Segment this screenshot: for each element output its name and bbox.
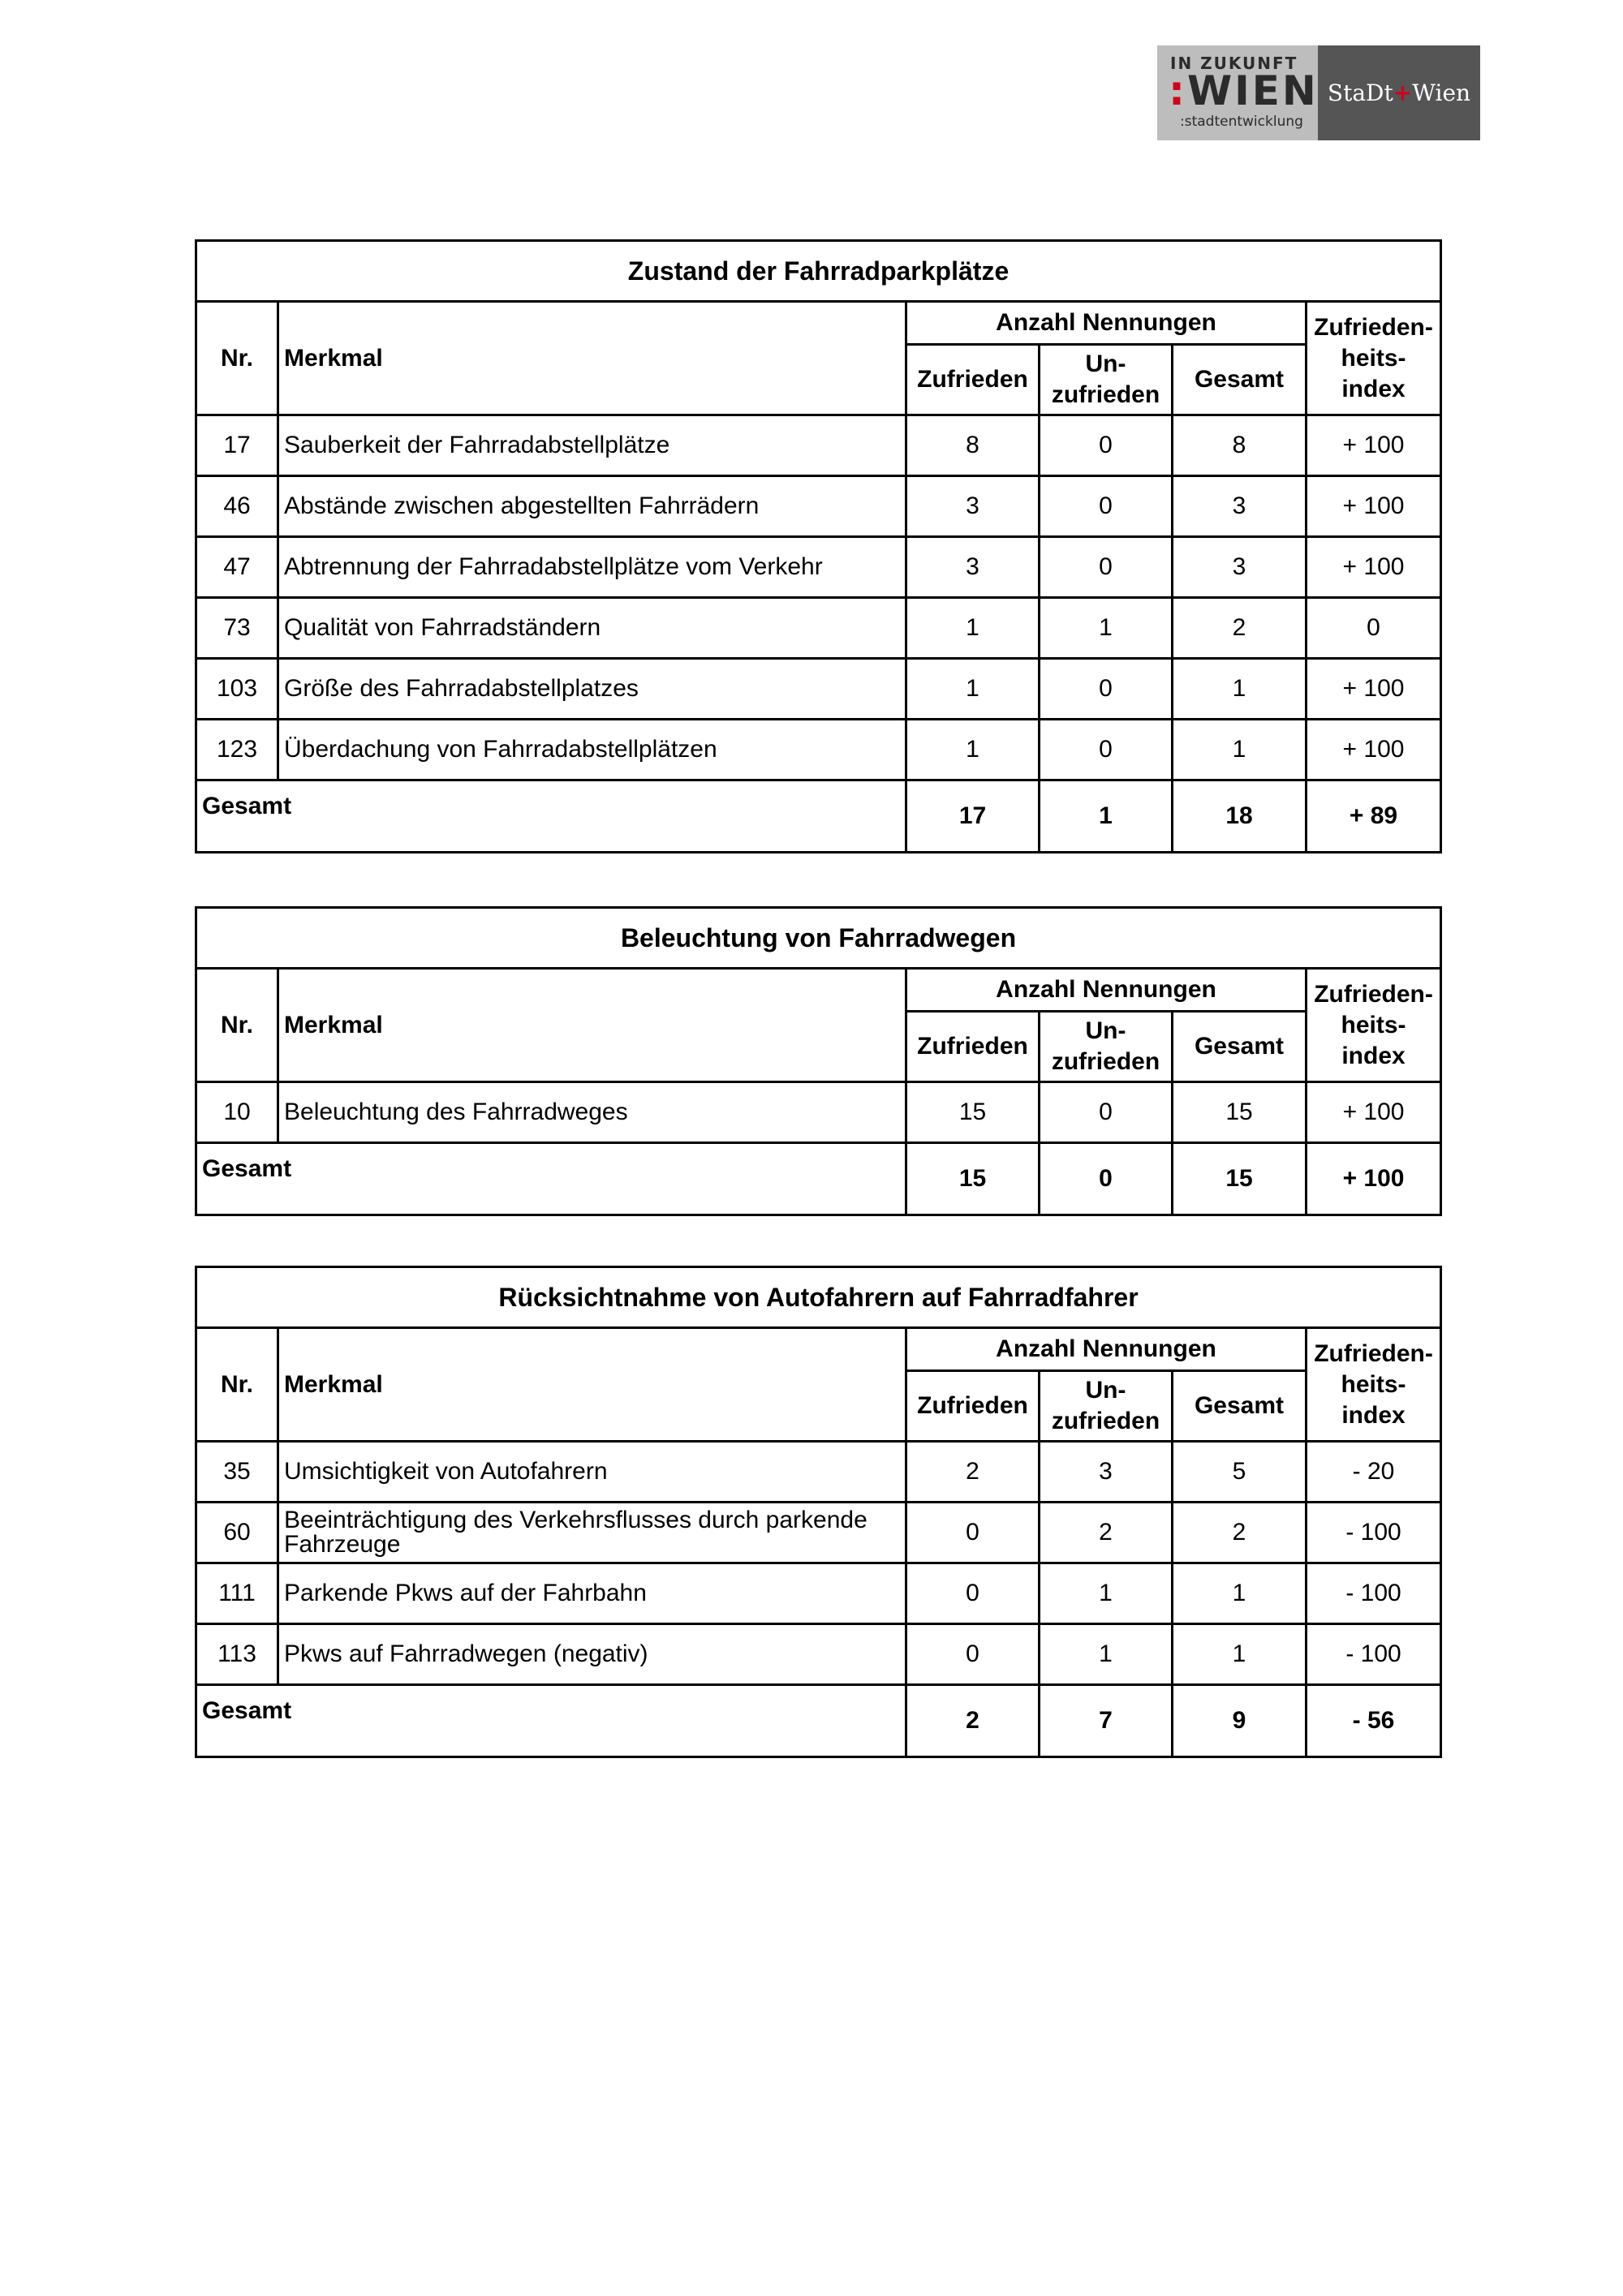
cell-merkmal: Überdachung von Fahrradabstellplätzen: [278, 720, 906, 780]
cell-gesamt: 1: [1173, 1563, 1307, 1624]
cell-zufrieden: 3: [906, 476, 1040, 537]
cell-merkmal: Pkws auf Fahrradwegen (negativ): [278, 1624, 906, 1685]
table-row: [196, 1624, 1441, 1685]
cell-nr: 47: [196, 537, 278, 598]
table-beleuchtung: [195, 906, 1442, 1216]
header-zufrieden: Zufrieden: [906, 345, 1040, 415]
table-row: [196, 1442, 1441, 1503]
cell-nr: 46: [196, 476, 278, 537]
cell-gesamt: 3: [1173, 537, 1307, 598]
header-nr: Nr.: [196, 1328, 278, 1442]
cell-zufrieden: 3: [906, 537, 1040, 598]
table-row: [196, 1503, 1441, 1563]
cell-unzufrieden: 0: [1040, 415, 1173, 476]
logo-city-text: StaDt+Wien: [1327, 80, 1471, 106]
total-row: [196, 1143, 1441, 1215]
cell-index: + 100: [1307, 1082, 1441, 1143]
cell-gesamt: 15: [1173, 1082, 1307, 1143]
table-title: Rücksichtnahme von Autofahrern auf Fahrradfahrer: [196, 1267, 1441, 1328]
header-zufriedenheitsindex: Zufrieden- heits- index: [1307, 969, 1441, 1082]
cell-nr: 60: [196, 1503, 278, 1563]
total-unzufrieden: 7: [1040, 1685, 1173, 1757]
total-index: + 89: [1307, 780, 1441, 853]
cell-gesamt: 1: [1173, 659, 1307, 720]
cell-gesamt: 1: [1173, 1624, 1307, 1685]
cell-merkmal: Beleuchtung des Fahrradweges: [278, 1082, 906, 1143]
header-merkmal: Merkmal: [278, 1328, 906, 1442]
total-unzufrieden: 0: [1040, 1143, 1173, 1215]
total-unzufrieden: 1: [1040, 780, 1173, 853]
cell-unzufrieden: 0: [1040, 720, 1173, 780]
cell-gesamt: 5: [1173, 1442, 1307, 1503]
cell-zufrieden: 1: [906, 598, 1040, 659]
header-nr: Nr.: [196, 969, 278, 1082]
header-unzufrieden: Un- zufrieden: [1040, 1371, 1173, 1442]
cell-unzufrieden: 0: [1040, 537, 1173, 598]
total-row: [196, 1685, 1441, 1757]
cell-gesamt: 2: [1173, 598, 1307, 659]
table-row: [196, 720, 1441, 780]
header-anzahl-nennungen: Anzahl Nennungen: [906, 1328, 1307, 1371]
table-row: [196, 1563, 1441, 1624]
total-zufrieden: 17: [906, 780, 1040, 853]
header-zufrieden: Zufrieden: [906, 1371, 1040, 1442]
cell-merkmal: Abtrennung der Fahrradabstellplätze vom Verkehr: [278, 537, 906, 598]
cell-index: - 100: [1307, 1563, 1441, 1624]
cell-unzufrieden: 3: [1040, 1442, 1173, 1503]
cell-zufrieden: 0: [906, 1624, 1040, 1685]
total-label: Gesamt: [196, 1685, 906, 1757]
cell-index: + 100: [1307, 476, 1441, 537]
cell-zufrieden: 1: [906, 720, 1040, 780]
cell-merkmal: Umsichtigkeit von Autofahrern: [278, 1442, 906, 1503]
cell-zufrieden: 0: [906, 1563, 1040, 1624]
header-gesamt: Gesamt: [1173, 1371, 1307, 1442]
logo-top-text: IN ZUKUNFT: [1170, 54, 1298, 73]
table-fahrradparkplaetze: [195, 239, 1442, 853]
cell-zufrieden: 0: [906, 1503, 1040, 1563]
table-row: [196, 1082, 1441, 1143]
cell-nr: 113: [196, 1624, 278, 1685]
cell-merkmal: Qualität von Fahrradständern: [278, 598, 906, 659]
total-label: Gesamt: [196, 780, 906, 853]
total-gesamt: 15: [1173, 1143, 1307, 1215]
cell-zufrieden: 1: [906, 659, 1040, 720]
header-gesamt: Gesamt: [1173, 1012, 1307, 1082]
cell-nr: 35: [196, 1442, 278, 1503]
cell-nr: 123: [196, 720, 278, 780]
cell-merkmal: Abstände zwischen abgestellten Fahrrädern: [278, 476, 906, 537]
table-row: [196, 659, 1441, 720]
total-index: - 56: [1307, 1685, 1441, 1757]
cell-gesamt: 3: [1173, 476, 1307, 537]
cell-zufrieden: 8: [906, 415, 1040, 476]
cell-index: - 100: [1307, 1624, 1441, 1685]
header-anzahl-nennungen: Anzahl Nennungen: [906, 302, 1307, 345]
header-merkmal: Merkmal: [278, 302, 906, 415]
cell-unzufrieden: 0: [1040, 659, 1173, 720]
cell-gesamt: 8: [1173, 415, 1307, 476]
total-zufrieden: 2: [906, 1685, 1040, 1757]
cell-merkmal: Größe des Fahrradabstellplatzes: [278, 659, 906, 720]
cell-index: - 100: [1307, 1503, 1441, 1563]
cell-index: 0: [1307, 598, 1441, 659]
table-row: [196, 415, 1441, 476]
cell-zufrieden: 15: [906, 1082, 1040, 1143]
cell-merkmal: Beeinträchtigung des Verkehrsflusses durch parkende Fahrzeuge: [278, 1503, 906, 1563]
cell-index: + 100: [1307, 537, 1441, 598]
cell-nr: 73: [196, 598, 278, 659]
cell-unzufrieden: 1: [1040, 1624, 1173, 1685]
cell-unzufrieden: 1: [1040, 598, 1173, 659]
cell-nr: 111: [196, 1563, 278, 1624]
logo-stadt-wien: [1318, 45, 1480, 140]
cell-nr: 17: [196, 415, 278, 476]
header-anzahl-nennungen: Anzahl Nennungen: [906, 969, 1307, 1012]
table-row: [196, 476, 1441, 537]
cell-unzufrieden: 0: [1040, 476, 1173, 537]
cell-unzufrieden: 2: [1040, 1503, 1173, 1563]
header-merkmal: Merkmal: [278, 969, 906, 1082]
total-row: [196, 780, 1441, 853]
stadtentwicklung-logo: [1157, 45, 1480, 140]
cell-index: + 100: [1307, 659, 1441, 720]
logo-zukunft-wien: [1157, 45, 1318, 140]
cell-nr: 10: [196, 1082, 278, 1143]
table-row: [196, 537, 1441, 598]
logo-sub-text: :stadtentwicklung: [1180, 114, 1303, 130]
total-label: Gesamt: [196, 1143, 906, 1215]
header-nr: Nr.: [196, 302, 278, 415]
logo-main-text: :WIEN: [1169, 67, 1319, 114]
cell-index: - 20: [1307, 1442, 1441, 1503]
cell-merkmal: Parkende Pkws auf der Fahrbahn: [278, 1563, 906, 1624]
table-title: Zustand der Fahrradparkplätze: [196, 241, 1441, 302]
cell-index: + 100: [1307, 415, 1441, 476]
header-zufriedenheitsindex: Zufrieden- heits- index: [1307, 1328, 1441, 1442]
cell-zufrieden: 2: [906, 1442, 1040, 1503]
cell-unzufrieden: 1: [1040, 1563, 1173, 1624]
header-zufrieden: Zufrieden: [906, 1012, 1040, 1082]
table-ruecksichtnahme: [195, 1266, 1442, 1758]
header-unzufrieden: Un- zufrieden: [1040, 1012, 1173, 1082]
cell-gesamt: 1: [1173, 720, 1307, 780]
header-gesamt: Gesamt: [1173, 345, 1307, 415]
cell-merkmal: Sauberkeit der Fahrradabstellplätze: [278, 415, 906, 476]
table-row: [196, 598, 1441, 659]
total-gesamt: 18: [1173, 780, 1307, 853]
total-gesamt: 9: [1173, 1685, 1307, 1757]
table-title: Beleuchtung von Fahrradwegen: [196, 908, 1441, 969]
header-zufriedenheitsindex: Zufrieden- heits- index: [1307, 302, 1441, 415]
header-unzufrieden: Un- zufrieden: [1040, 345, 1173, 415]
total-index: + 100: [1307, 1143, 1441, 1215]
cell-gesamt: 2: [1173, 1503, 1307, 1563]
cell-nr: 103: [196, 659, 278, 720]
cell-index: + 100: [1307, 720, 1441, 780]
total-zufrieden: 15: [906, 1143, 1040, 1215]
cell-unzufrieden: 0: [1040, 1082, 1173, 1143]
